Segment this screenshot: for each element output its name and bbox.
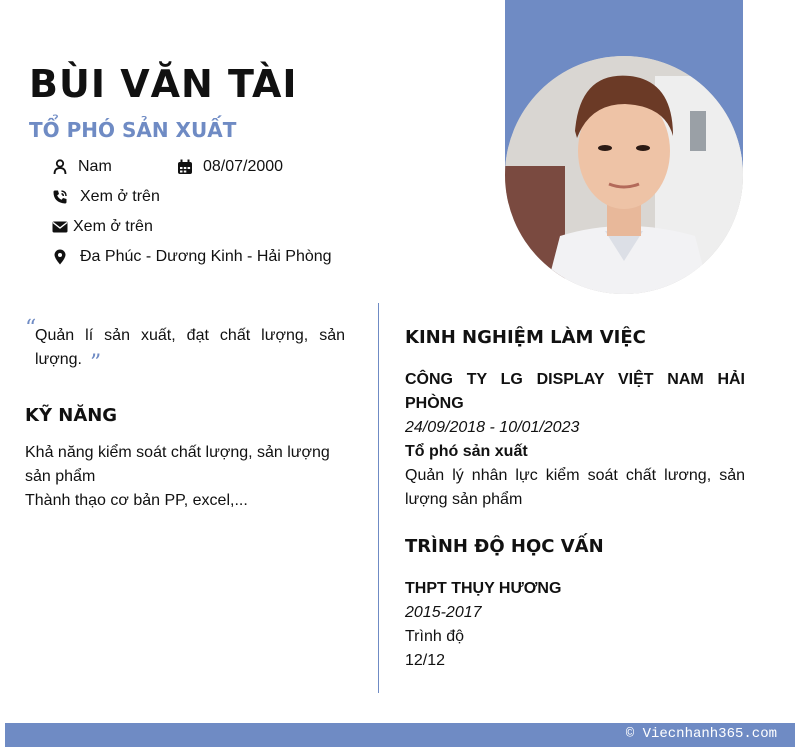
column-divider <box>378 303 379 693</box>
objective-text: Quản lí sản xuất, đạt chất lượng, sản lượng. <box>35 327 345 368</box>
experience-role: Tổ phó sản xuất <box>405 443 528 460</box>
email-value: Xem ở trên <box>73 218 153 235</box>
profile-photo-image <box>505 56 743 294</box>
skills-title: KỸ NĂNG <box>25 405 118 426</box>
envelope-icon <box>52 219 68 235</box>
open-quote-mark: “ <box>25 316 37 341</box>
footer-bar <box>5 723 795 747</box>
address-value: Đa Phúc - Dương Kinh - Hải Phòng <box>80 248 332 265</box>
gender-row <box>52 158 112 176</box>
footer-copyright: © Viecnhanh365.com <box>625 726 777 742</box>
education-level-value: 12/12 <box>405 652 446 669</box>
experience-company: CÔNG TY LG DISPLAY VIỆT NAM HẢI PHÒNG <box>405 371 745 412</box>
candidate-position: TỔ PHÓ SẢN XUẤT <box>29 118 237 142</box>
education-title: TRÌNH ĐỘ HỌC VẤN <box>405 536 604 557</box>
education-level-label: Trình độ <box>405 628 464 645</box>
experience-title: KINH NGHIỆM LÀM VIỆC <box>405 327 646 348</box>
career-objective <box>25 316 345 376</box>
phone-row <box>52 188 160 206</box>
experience-period: 24/09/2018 - 10/01/2023 <box>405 419 580 436</box>
phone-value: Xem ở trên <box>80 188 160 205</box>
birthday-row <box>177 158 283 176</box>
profile-photo <box>505 56 743 294</box>
gender-value: Nam <box>78 158 112 175</box>
calendar-icon <box>177 159 193 175</box>
map-pin-icon <box>52 249 68 265</box>
career-objective-text <box>35 316 345 376</box>
person-icon <box>52 159 68 175</box>
close-quote-mark: ” <box>90 351 102 376</box>
email-row <box>52 218 153 236</box>
address-row <box>52 248 332 266</box>
birthday-value: 08/07/2000 <box>203 158 284 175</box>
education-school: THPT THỤY HƯƠNG <box>405 580 562 597</box>
phone-icon <box>52 189 68 205</box>
experience-description: Quản lý nhân lực kiểm soát chất lương, sản lượng sản phẩm <box>405 467 745 508</box>
candidate-name: BÙI VĂN TÀI <box>29 62 298 106</box>
education-period: 2015-2017 <box>405 604 482 621</box>
skill-item: Thành thạo cơ bản PP, excel,... <box>25 492 248 509</box>
skill-item: Khả năng kiểm soát chất lượng, sản lượng sản phẩm <box>25 444 330 485</box>
